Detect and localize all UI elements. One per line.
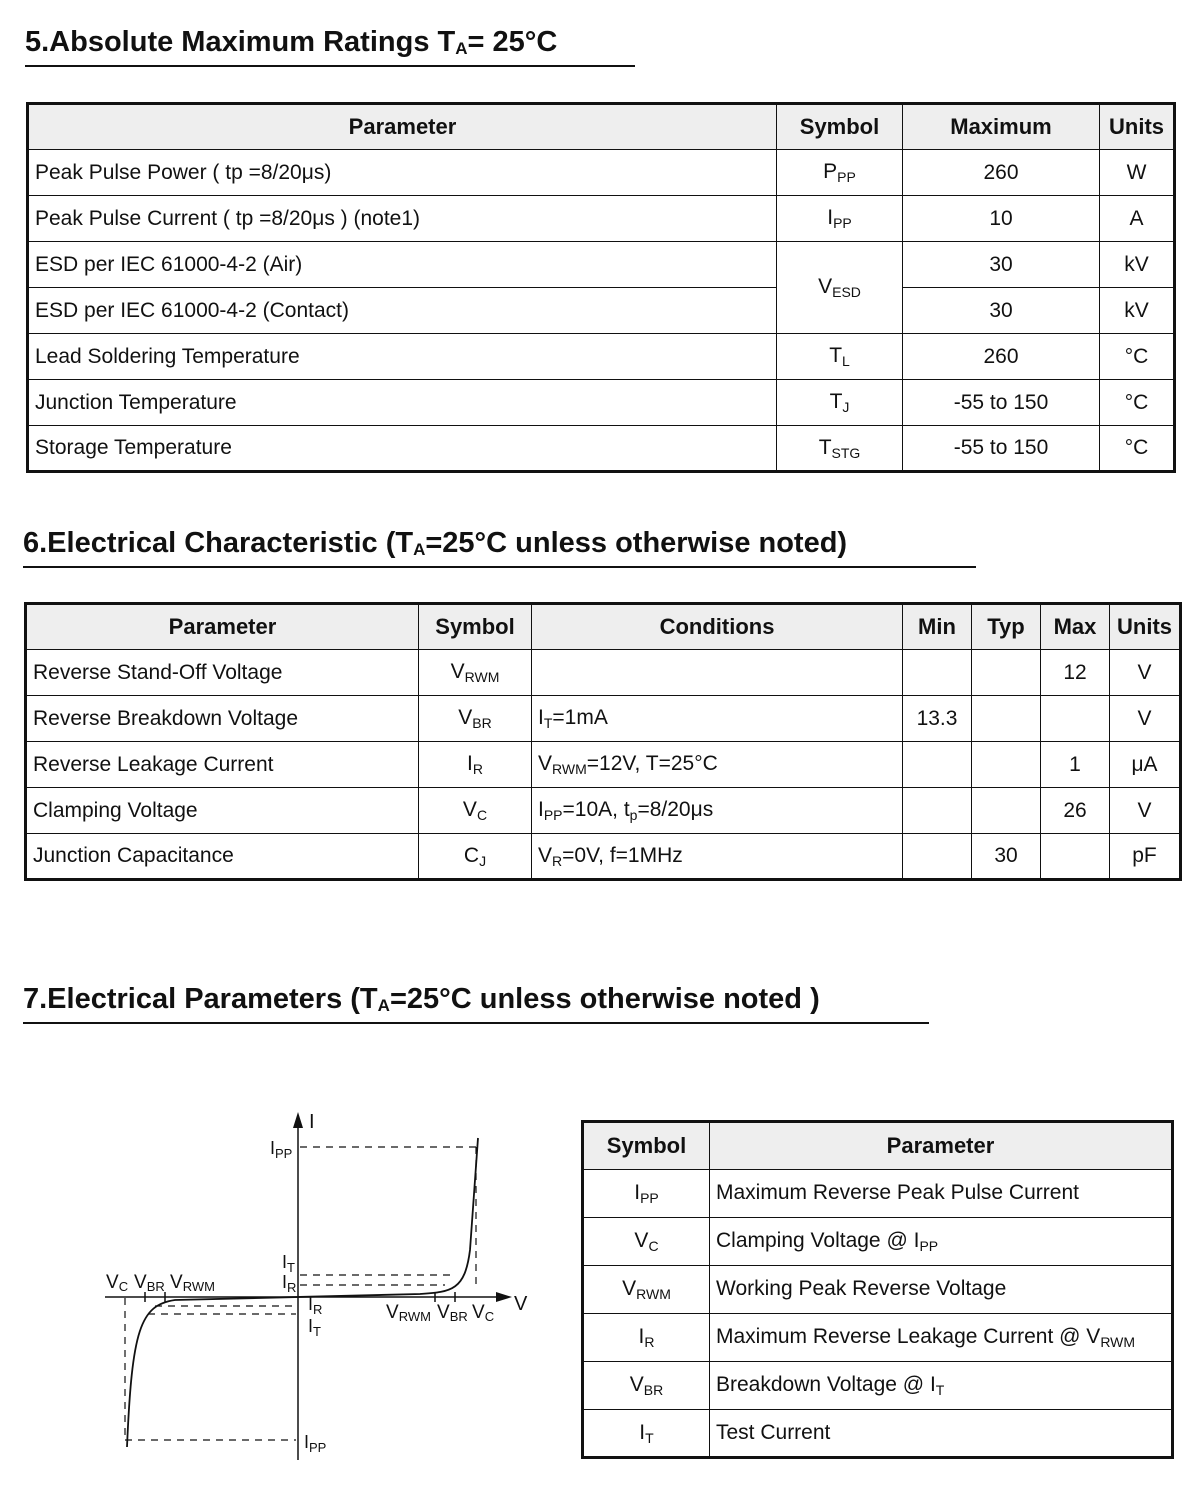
conditions-cell: $V_{RWM}=12V$, T=25°C — [532, 742, 903, 788]
table-row — [28, 150, 1175, 196]
header-maximum: Maximum — [903, 104, 1100, 150]
unit-cell: °C — [1100, 426, 1175, 472]
param-cell: Reverse Stand-Off Voltage — [26, 650, 419, 696]
unit-cell: kV — [1100, 242, 1175, 288]
conditions-cell: $I_{PP}=10A$, $t_p=8/20\mu s$ — [532, 788, 903, 834]
max-cell: 260 — [903, 150, 1100, 196]
max-cell: 10 — [903, 196, 1100, 242]
header-symbol: Symbol — [583, 1122, 710, 1170]
param-cell: Junction Temperature — [28, 380, 777, 426]
table-row — [28, 380, 1175, 426]
header-symbol: Symbol — [777, 104, 903, 150]
table-row — [583, 1362, 1173, 1410]
table-row — [26, 834, 1181, 880]
table-row — [28, 334, 1175, 380]
unit-cell: V — [1110, 650, 1181, 696]
max-cell: 30 — [903, 288, 1100, 334]
param-cell: Peak Pulse Current ( tp =8/20μs ) (note1) — [28, 196, 777, 242]
ipp-top-label: $I_{PP}$ — [270, 1138, 293, 1161]
max-cell: 12 — [1041, 650, 1110, 696]
min-cell — [903, 650, 972, 696]
table-header-row — [583, 1122, 1173, 1170]
max-cell: 26 — [1041, 788, 1110, 834]
axis-i-label: I — [309, 1111, 315, 1133]
vrwm-right-label: VRWM — [386, 1302, 431, 1324]
conditions-cell: $I_T=1mA$ — [532, 696, 903, 742]
typ-cell — [972, 650, 1041, 696]
unit-cell: kV — [1100, 288, 1175, 334]
table-row — [583, 1314, 1173, 1362]
typ-cell — [972, 696, 1041, 742]
table-row — [28, 426, 1175, 472]
unit-cell: W — [1100, 150, 1175, 196]
header-units: Units — [1100, 104, 1175, 150]
unit-cell: °C — [1100, 334, 1175, 380]
symbol-cell: $V_{BR}$ — [419, 696, 532, 742]
max-cell: 1 — [1041, 742, 1110, 788]
table-row — [583, 1266, 1173, 1314]
param-cell: Junction Capacitance — [26, 834, 419, 880]
unit-cell: μA — [1110, 742, 1181, 788]
electrical-parameters-table — [581, 1120, 1174, 1459]
v-axis-arrow-icon — [293, 1112, 303, 1128]
vbr-right-label: VBR — [437, 1302, 468, 1324]
symbol-cell: $I_T$ — [583, 1410, 710, 1458]
vrwm-left-label: VRWM — [170, 1272, 215, 1294]
ipp-bot-label: $I_{PP}$ — [304, 1432, 327, 1455]
unit-cell: A — [1100, 196, 1175, 242]
vbr-left-label: VBR — [134, 1272, 165, 1294]
table-row — [26, 788, 1181, 834]
unit-cell: V — [1110, 696, 1181, 742]
symbol-cell: $I_R$ — [583, 1314, 710, 1362]
param-cell: Maximum Reverse Peak Pulse Current — [710, 1170, 1173, 1218]
param-cell: Clamping Voltage — [26, 788, 419, 834]
param-cell: Test Current — [710, 1410, 1173, 1458]
ir-top-label: $I_R$ — [282, 1272, 297, 1295]
min-cell — [903, 834, 972, 880]
axis-v-label: V — [514, 1293, 528, 1315]
param-cell: Maximum Reverse Leakage Current @ $V_{RWM}$ — [710, 1314, 1173, 1362]
table-row — [583, 1410, 1173, 1458]
section-7-title: 7.Electrical Parameters ($T_A=25^\circ C$ unless otherwise noted ) — [23, 983, 929, 1024]
conditions-cell: $V_R=0V$, f=1MHz — [532, 834, 903, 880]
table-row — [28, 242, 1175, 288]
i-axis-arrow-icon — [496, 1292, 512, 1302]
symbol-cell: $C_J$ — [419, 834, 532, 880]
absolute-max-ratings-table — [26, 102, 1176, 473]
table-row — [28, 288, 1175, 334]
max-cell: -55 to 150 — [903, 380, 1100, 426]
it-top-label: $I_T$ — [282, 1252, 295, 1275]
symbol-cell: $V_{ESD}$ — [777, 242, 903, 334]
header-parameter: Parameter — [26, 604, 419, 650]
param-cell: Reverse Leakage Current — [26, 742, 419, 788]
param-cell: Storage Temperature — [28, 426, 777, 472]
header-parameter: Parameter — [28, 104, 777, 150]
table-header-row — [28, 104, 1175, 150]
param-cell: ESD per IEC 61000-4-2 (Air) — [28, 242, 777, 288]
param-cell: Working Peak Reverse Voltage — [710, 1266, 1173, 1314]
symbol-cell: $T_{STG}$ — [777, 426, 903, 472]
header-min: Min — [903, 604, 972, 650]
max-cell — [1041, 834, 1110, 880]
symbol-cell: $V_{BR}$ — [583, 1362, 710, 1410]
max-cell: 30 — [903, 242, 1100, 288]
table-row — [26, 742, 1181, 788]
param-cell: ESD per IEC 61000-4-2 (Contact) — [28, 288, 777, 334]
section-6-title: 6.Electrical Characteristic ($T_A=25^\circ C$ unless otherwise noted) — [23, 527, 976, 568]
symbol-cell: $T_J$ — [777, 380, 903, 426]
symbol-cell: $T_L$ — [777, 334, 903, 380]
min-cell — [903, 788, 972, 834]
it-bot-label: $I_T$ — [308, 1316, 321, 1339]
unit-cell: V — [1110, 788, 1181, 834]
param-cell: Peak Pulse Power ( tp =8/20μs) — [28, 150, 777, 196]
typ-cell: 30 — [972, 834, 1041, 880]
symbol-cell: $V_C$ — [583, 1218, 710, 1266]
min-cell — [903, 742, 972, 788]
symbol-cell: $P_{PP}$ — [777, 150, 903, 196]
table-row — [583, 1170, 1173, 1218]
conditions-cell — [532, 650, 903, 696]
symbol-cell: $I_{PP}$ — [583, 1170, 710, 1218]
symbol-cell: $I_R$ — [419, 742, 532, 788]
table-row — [583, 1218, 1173, 1266]
header-max: Max — [1041, 604, 1110, 650]
param-cell: Reverse Breakdown Voltage — [26, 696, 419, 742]
vc-right-label: VC — [472, 1302, 495, 1324]
table-header-row — [26, 604, 1181, 650]
header-units: Units — [1110, 604, 1181, 650]
param-cell: Breakdown Voltage @ $I_T$ — [710, 1362, 1173, 1410]
header-symbol: Symbol — [419, 604, 532, 650]
iv-curve-diagram — [90, 1105, 540, 1465]
vc-left-label: VC — [106, 1272, 129, 1294]
symbol-cell: $V_{RWM}$ — [583, 1266, 710, 1314]
symbol-cell: $V_C$ — [419, 788, 532, 834]
unit-cell: °C — [1100, 380, 1175, 426]
ir-bot-label: $I_R$ — [308, 1294, 323, 1317]
table-row — [26, 650, 1181, 696]
header-typ: Typ — [972, 604, 1041, 650]
typ-cell — [972, 788, 1041, 834]
unit-cell: pF — [1110, 834, 1181, 880]
param-cell: Lead Soldering Temperature — [28, 334, 777, 380]
symbol-cell: $V_{RWM}$ — [419, 650, 532, 696]
header-parameter: Parameter — [710, 1122, 1173, 1170]
min-cell: 13.3 — [903, 696, 972, 742]
table-row — [28, 196, 1175, 242]
electrical-characteristic-table — [24, 602, 1182, 881]
header-conditions: Conditions — [532, 604, 903, 650]
table-row — [26, 696, 1181, 742]
max-cell: -55 to 150 — [903, 426, 1100, 472]
symbol-cell: $I_{PP}$ — [777, 196, 903, 242]
typ-cell — [972, 742, 1041, 788]
section-5-title: 5.Absolute Maximum Ratings $T_A= 25^\circ C$ — [25, 26, 635, 67]
max-cell — [1041, 696, 1110, 742]
param-cell: Clamping Voltage @ $I_{PP}$ — [710, 1218, 1173, 1266]
max-cell: 260 — [903, 334, 1100, 380]
